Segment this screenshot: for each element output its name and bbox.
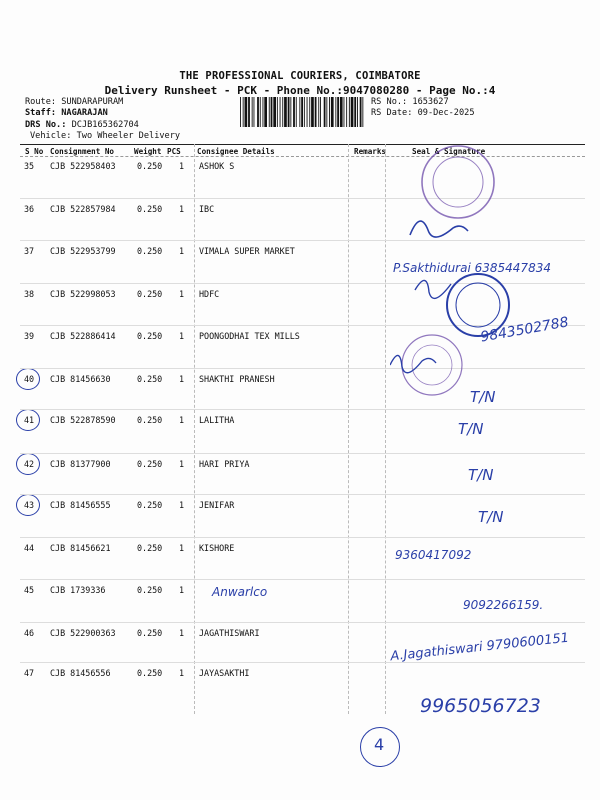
row-weight: 0.250 [137,585,163,595]
row-divider [20,622,585,623]
row-consignment: CJB 1739336 [50,585,106,595]
divider-remarks [348,144,349,714]
row-weight: 0.250 [137,628,163,638]
rs-no-label: RS No.: [371,97,408,107]
row-sno: 43 [24,500,35,510]
row-sno: 36 [24,204,35,214]
row-consignment: CJB 522958403 [50,161,116,171]
row-sno: 39 [24,331,35,341]
row-pcs: 1 [179,415,185,425]
row-consignee: VIMALA SUPER MARKET [199,246,295,256]
row-sno: 41 [24,415,35,425]
document-title: THE PROFESSIONAL COURIERS, COIMBATORE [179,70,421,82]
vehicle-label: Vehicle: [30,131,72,141]
row-consignment: CJB 81456630 [50,374,111,384]
route-label: Route: [25,97,57,107]
row-consignment: CJB 522857984 [50,204,116,214]
row-divider [20,662,585,663]
row-consignee: LALITHA [199,415,235,425]
page-number-handwritten: 4 [374,735,385,754]
row-divider [20,409,585,410]
row-consignment: CJB 522998053 [50,289,116,299]
drs-line [25,120,139,132]
handwritten-tn-43: T/N [478,508,504,526]
row-sno: 38 [24,289,35,299]
row-pcs: 1 [179,374,185,384]
rs-no-value: 1653627 [412,97,449,107]
col-pcs: PCS [167,147,181,156]
handwritten-kishore-phone: 9360417092 [395,548,472,562]
drs-label: DRS No.: [25,120,67,130]
sno-circle-mark [16,368,40,390]
row-weight: 0.250 [137,161,163,171]
row-weight: 0.250 [137,415,163,425]
sno-circle-mark [16,409,40,431]
col-sno: S No [25,147,44,156]
staff-label: Staff: [25,108,57,118]
row-pcs: 1 [179,161,185,171]
row-consignment: CJB 522886414 [50,331,116,341]
handwritten-tn-40: T/N [470,388,496,406]
row-pcs: 1 [179,459,185,469]
row-consignment: CJB 81456556 [50,668,111,678]
vehicle-value: Two Wheeler Delivery [76,131,181,141]
row-weight: 0.250 [137,668,163,678]
col-consignment: Consignment No [50,147,115,156]
rs-date-line [371,108,475,120]
row-weight: 0.250 [137,246,163,256]
row-weight: 0.250 [137,459,163,469]
vehicle-line [30,131,180,143]
row-consignment: CJB 522878590 [50,415,116,425]
rs-date-label: RS Date: [371,108,413,118]
row-sno: 42 [24,459,35,469]
handwritten-poongodhai-phone: 9843502788 [479,314,570,346]
sno-circle-mark [16,494,40,516]
row-consignment: CJB 81456555 [50,500,111,510]
row-consignee: IBC [199,204,215,214]
row-divider [20,494,585,495]
row-consignee: JAGATHISWARI [199,628,260,638]
row-weight: 0.250 [137,331,163,341]
row-consignment: CJB 81377900 [50,459,111,469]
divider-consignee [194,144,195,714]
handwritten-tn-42: T/N [468,466,494,484]
row-weight: 0.250 [137,374,163,384]
rs-no-line [371,97,449,109]
row-weight: 0.250 [137,289,163,299]
row-sno: 40 [24,374,35,384]
row-divider [20,579,585,580]
row-consignee: KISHORE [199,543,235,553]
handwritten-anwar-note: Anwarlco [212,585,268,599]
staff-value: NAGARAJAN [61,108,108,118]
row-consignee: HARI PRIYA [199,459,250,469]
col-signature: Seal & Signature [412,147,486,156]
row-divider [20,453,585,454]
row-consignee: ASHOK S [199,161,235,171]
handwritten-jagathiswari-sign: A.Jagathiswari 9790600151 [389,630,570,665]
document-subtitle: Delivery Runsheet - PCK - Phone No.:9047080280 - Page No.:4 [104,84,496,97]
row-weight: 0.250 [137,500,163,510]
barcode-image [240,97,368,127]
row-consignee: HDFC [199,289,220,299]
row-pcs: 1 [179,246,185,256]
row-consignment: CJB 522953799 [50,246,116,256]
row-sno: 35 [24,161,35,171]
row-consignment: CJB 81456621 [50,543,111,553]
drs-value: DCJB165362704 [71,120,139,130]
row-pcs: 1 [179,500,185,510]
row-weight: 0.250 [137,543,163,553]
route-value: SUNDARAPURAM [61,97,124,107]
divider-signature [385,144,386,714]
row-sno: 44 [24,543,35,553]
handwritten-vimala-note: P.Sakthidurai 6385447834 [393,261,551,275]
row-sno: 45 [24,585,35,595]
handwritten-jayasakthi-phone: 9965056723 [420,695,541,717]
handwritten-row45-phone: 9092266159. [463,598,544,612]
row-consignee: JAYASAKTHI [199,668,250,678]
staff-line [25,108,108,120]
col-weight: Weight [134,147,162,156]
row-pcs: 1 [179,585,185,595]
rs-date-value: 09-Dec-2025 [417,108,475,118]
row-consignee: POONGODHAI TEX MILLS [199,331,300,341]
row-consignee: SHAKTHI PRANESH [199,374,275,384]
row-sno: 47 [24,668,35,678]
col-consignee: Consignee Details [197,147,275,156]
row-pcs: 1 [179,289,185,299]
route-line [25,97,123,109]
row-weight: 0.250 [137,204,163,214]
row-consignment: CJB 522900363 [50,628,116,638]
sno-circle-mark [16,453,40,475]
row-divider [20,537,585,538]
row-pcs: 1 [179,668,185,678]
row-consignee: JENIFAR [199,500,235,510]
row-pcs: 1 [179,204,185,214]
row-pcs: 1 [179,628,185,638]
row-sno: 37 [24,246,35,256]
handwritten-tn-41: T/N [458,420,484,438]
row-pcs: 1 [179,543,185,553]
row-pcs: 1 [179,331,185,341]
col-remarks: Remarks [354,147,387,156]
row-sno: 46 [24,628,35,638]
